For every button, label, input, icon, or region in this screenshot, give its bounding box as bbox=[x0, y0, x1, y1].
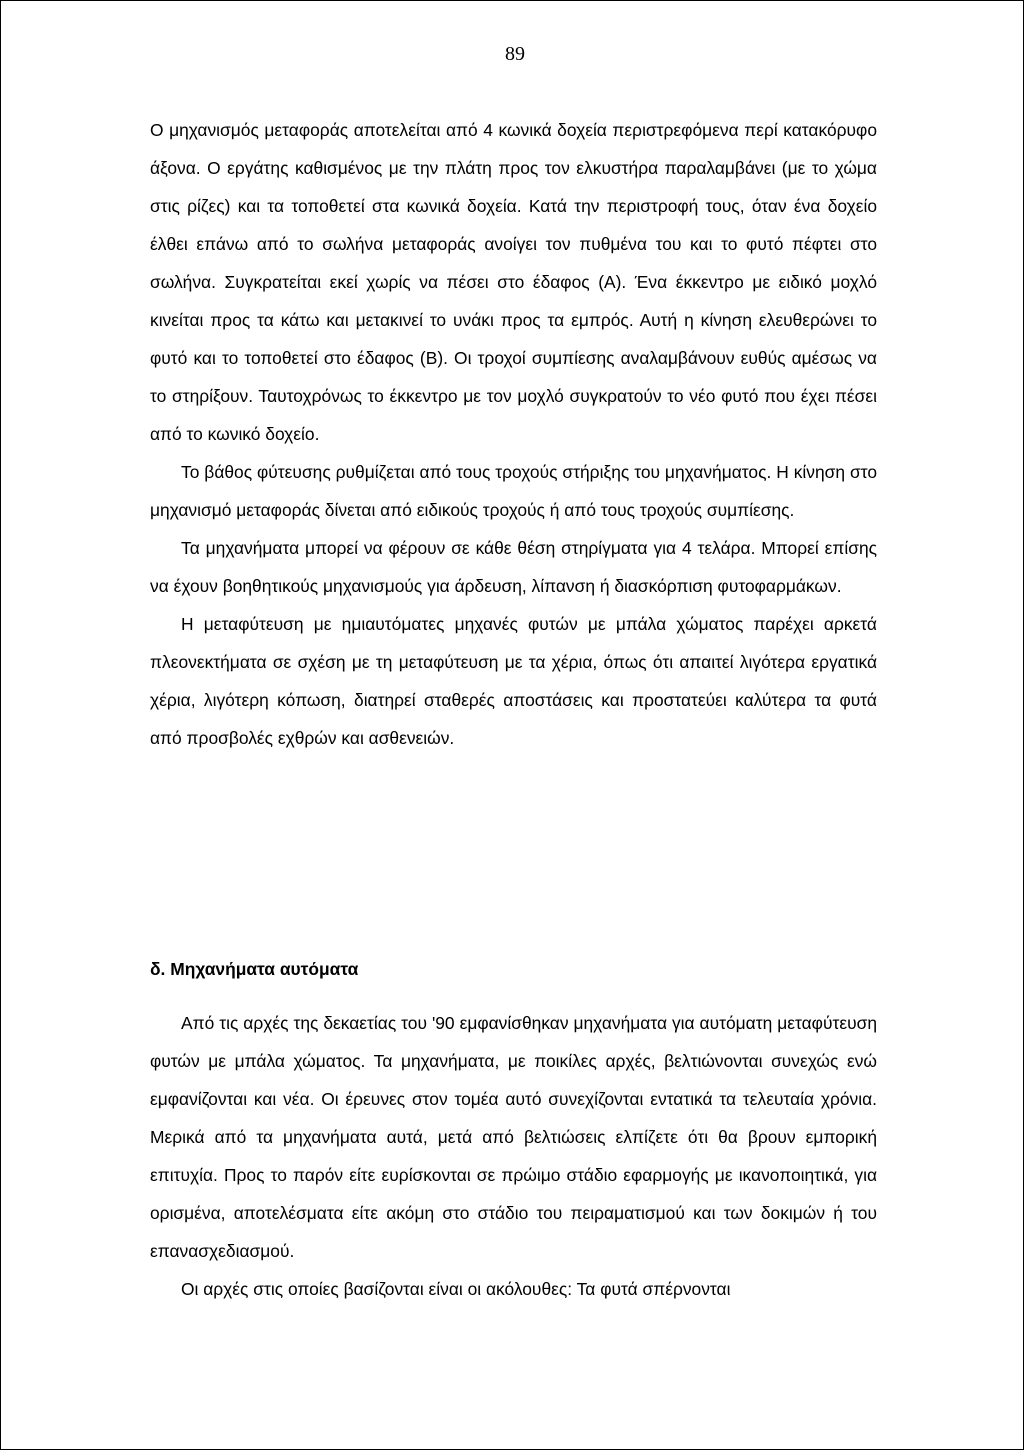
paragraph: Από τις αρχές της δεκαετίας του '90 εμφανίσθηκαν μηχανήματα για αυτόματη μεταφύτευση φυτών με μπάλα χώματος. Τα μηχανήματα, με ποικίλες αρχές, βελτιώνονται συνεχώς ενώ εμφανίζονται και νέα. Οι έρευνες στον τομέα αυτό συνεχίζονται εντατικά τα τελευταία χρόνια. Μερικά από τα μηχανήματα αυτά, μετά από βελτιώσεις ελπίζετε ότι θα βρουν εμπορική επιτυχία. Προς το παρόν είτε ευρίσκονται σε πρώιμο στάδιο εφαρμογής με ικανοποιητικά, για ορισμένα, αποτελέσματα είτε ακόμη στο στάδιο του πειραματισμού και των δοκιμών ή του επανασχεδιασμού. bbox=[150, 1013, 877, 1261]
paragraph: Η μεταφύτευση με ημιαυτόματες μηχανές φυτών με μπάλα χώματος παρέχει αρκετά πλεονεκτήματα σε σχέση με τη μεταφύτευση με τα χέρια, όπως ότι απαιτεί λιγότερα εργατικά χέρια, λιγότερη κόπωση, διατηρεί σταθερές αποστάσεις και προστατεύει καλύτερα τα φυτά από προσβολές εχθρών και ασθενειών. bbox=[150, 614, 877, 748]
paragraph: Ο μηχανισμός μεταφοράς αποτελείται από 4 κωνικά δοχεία περιστρεφόμενα περί κατακόρυφο άξονα. Ο εργάτης καθισμένος με την πλάτη προς τον ελκυστήρα παραλαμβάνει (με το χώμα στις ρίζες) και τα τοποθετεί στα κωνικά δοχεία. Κατά την περιστροφή τους, όταν ένα δοχείο έλθει επάνω από το σωλήνα μεταφοράς ανοίγει τον πυθμένα του και το φυτό πέφτει στο σωλήνα. Συγκρατείται εκεί χωρίς να πέσει στο έδαφος (Α). Ένα έκκεντρο με ειδικό μοχλό κινείται προς τα κάτω και μετακινεί το υνάκι προς τα εμπρός. Αυτή η κίνηση ελευθερώνει το φυτό και το τοποθετεί στο έδαφος (Β). Οι τροχοί συμπίεσης αναλαμβάνουν ευθύς αμέσως να το στηρίξουν. Ταυτοχρόνως το έκκεντρο με τον μοχλό συγκρατούν το νέο φυτό που έχει πέσει από το κωνικό δοχείο. bbox=[150, 120, 877, 444]
section-2-text bbox=[150, 1004, 877, 1308]
section-1-text bbox=[150, 111, 877, 757]
section-heading: δ. Μηχανήματα αυτόματα bbox=[150, 959, 359, 979]
paragraph: Το βάθος φύτευσης ρυθμίζεται από τους τροχούς στήριξης του μηχανήματος. Η κίνηση στο μηχανισμό μεταφοράς δίνεται από ειδικούς τροχούς ή από τους τροχούς συμπίεσης. bbox=[150, 462, 877, 520]
paragraph: Οι αρχές στις οποίες βασίζονται είναι οι ακόλουθες: Τα φυτά σπέρνονται bbox=[181, 1279, 731, 1299]
paragraph: Τα μηχανήματα μπορεί να φέρουν σε κάθε θέση στηρίγματα για 4 τελάρα. Μπορεί επίσης να έχουν βοηθητικούς μηχανισμούς για άρδευση, λίπανση ή διασκόρπιση φυτοφαρμάκων. bbox=[150, 538, 877, 596]
page-number: 89 bbox=[505, 43, 525, 65]
